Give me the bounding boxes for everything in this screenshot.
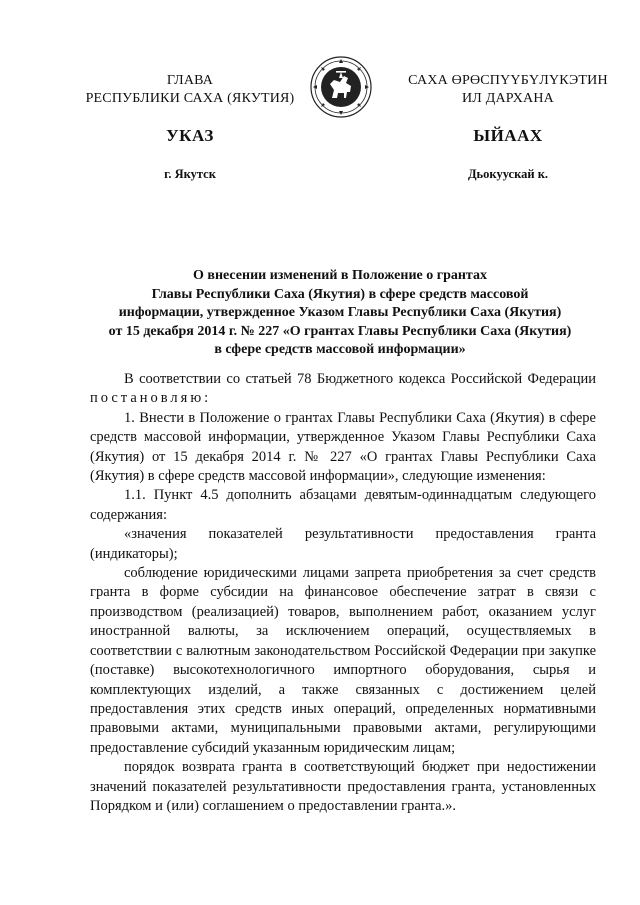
title-line: информации, утвержденное Указом Главы Республики Саха (Якутия) (118, 305, 562, 320)
document-title (80, 267, 600, 360)
clause-1-1-paragraph: 1.1. Пункт 4.5 дополнить абзацами девятым-одиннадцатым следующего содержания: (90, 487, 596, 523)
header-right-line2: ИЛ ДАРХАНА (461, 91, 554, 106)
quoted-paragraph-2: соблюдение юридическими лицами запрета приобретения за счет средств гранта в форме субсидии на финансовое обеспечение затрат в связи с производством (реализацией) товаров, выполнением работ, оказанием услуг иностранной валюты, за исключением операций, осуществляемых в соответствии с валютным законодательством Российской Федерации при закупке (поставке) высокотехнологичного импортного оборудования, сырья и комплектующих изделий, а также связанных с достижением целей предоставления этих средств иных операций, определенных нормативными правовыми актами, муниципальными правовыми актами, регулирующими предоставление субсидий указанным юридическим лицам; (90, 565, 596, 756)
doc-type-russian: УКАЗ (166, 126, 214, 145)
header-right-line1: САХА ӨРӨСПҮҮБҮЛҮКЭТИН (408, 73, 608, 88)
city-sakha: Дьокуускай к. (467, 167, 549, 181)
quoted-paragraph-3: порядок возврата гранта в соответствующий бюджет при недостижении значений показателей результативности предоставления гранта, установленных Порядком и (или) соглашением о предоставлении гранта.». (90, 759, 596, 814)
title-line: О внесении изменений в Положение о грантах (193, 268, 487, 283)
preamble-text: В соответствии со статьей 78 Бюджетного кодекса Российской Федерации (124, 371, 596, 387)
title-line: в сфере средств массовой информации» (214, 342, 466, 357)
decree-keyword: постановляю: (90, 390, 212, 407)
sakha-coat-of-arms-icon (310, 56, 372, 118)
clause-1-paragraph: 1. Внести в Положение о грантах Главы Республики Саха (Якутия) в сфере средств массовой информации, утвержденное Указом Главы Республики Саха (Якутия) от 15 декабря 2014 г. № 227 «О грантах Главы Республики Саха (Якутия) в сфере средств массовой информации», следующие изменения: (90, 409, 596, 485)
header-left-line1: ГЛАВА (166, 73, 214, 88)
quoted-paragraph-1: «значения показателей результативности предоставления гранта (индикаторы); (90, 526, 596, 562)
header-right-block (388, 72, 628, 108)
city-russian: г. Якутск (164, 167, 216, 181)
doc-type-sakha: ЫЙААХ (473, 126, 543, 145)
title-line: от 15 декабря 2014 г. № 227 «О грантах Главы Республики Саха (Якутия) (108, 323, 572, 339)
header-left-block (70, 72, 310, 108)
header-left-line2: РЕСПУБЛИКИ САХА (ЯКУТИЯ) (85, 91, 295, 106)
preamble-paragraph (90, 370, 596, 409)
title-line: Главы Республики Саха (Якутия) в сфере средств массовой (151, 286, 529, 302)
document-body (90, 370, 596, 816)
